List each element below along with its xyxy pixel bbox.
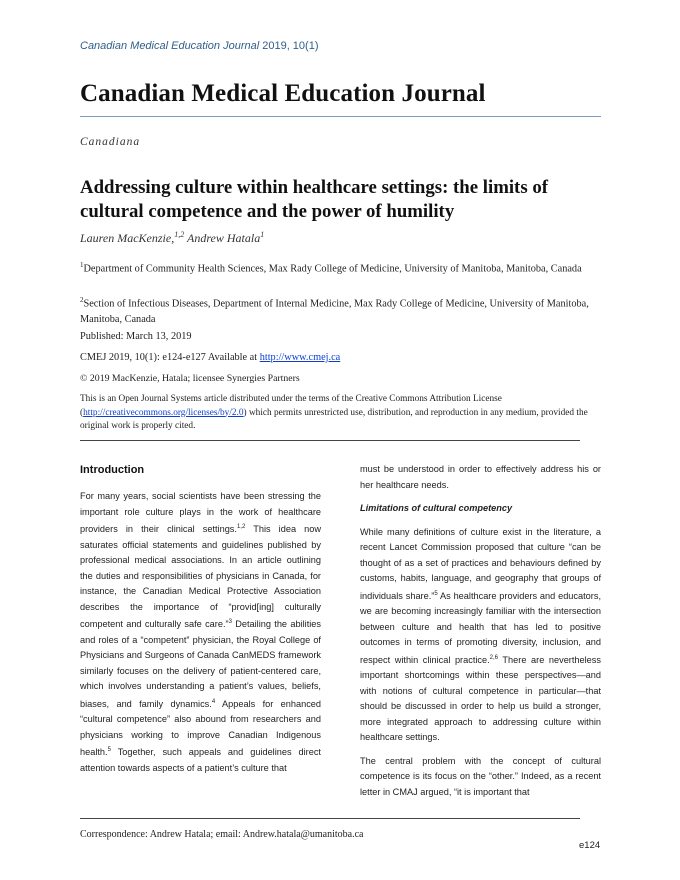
correspondence: Correspondence: Andrew Hatala; email: Andrew.hatala@umanitoba.ca: [80, 829, 364, 840]
citation-line: CMEJ 2019, 10(1): e124-e127 Available at http://www.cmej.ca: [80, 352, 341, 363]
title-divider: [80, 116, 601, 117]
author-affiliation-sup: 1,2: [174, 230, 185, 239]
introduction-heading: Introduction: [80, 464, 145, 476]
continued-paragraph: must be understood in order to effectively address his or her healthcare needs.: [360, 464, 601, 490]
affiliation-2: $^2$Section of Infectious Diseases, Department of Internal Medicine, Max Rady College of Medicine, University of Manitoba, Manitoba, Canada: [80, 296, 589, 326]
journal-title: Canadian Medical Education Journal: [80, 80, 486, 107]
citation-sup: 4: [211, 698, 216, 705]
page-number: e124: [579, 840, 601, 851]
journal-link[interactable]: http://www.cmej.ca: [259, 352, 341, 363]
running-header: [80, 40, 319, 52]
running-header-issue: 2019, 10(1): [259, 40, 319, 52]
footer-divider: [80, 818, 580, 819]
article-title: Addressing culture within healthcare settings: the limits of cultural competence and the power of humility: [80, 177, 548, 222]
header-divider: [80, 440, 580, 441]
published-date: Published: March 13, 2019: [80, 331, 192, 342]
limitations-paragraph-2: The central problem with the concept of cultural competence is its focus on the “other.” Indeed, as a recent letter in CMAJ argued, “it is important that: [360, 755, 601, 797]
affiliation-1: $^1$Department of Community Health Sciences, Max Rady College of Medicine, University of Manitoba, Manitoba, Canada: [80, 261, 582, 275]
limitations-paragraph-1: While many definitions of culture exist in the literature, a recent Lancet Commission proposed that culture “can be thought of as a set of practices and behaviours defined by customs, habits, language, and geography that groups of individuals share.”$^5$ As healthcare providers and educators, we are becoming increasingly familiar with the intersection between culture and health that has led to positive outcomes in terms of promoting diversity, inclusion, and respect within clinical practice.$^{2,6}$ There are nevertheless important shortcomings within these perspectives—and with notions of cultural competence in particular—that should be discussed in order to help us build a stronger, more integrated approach to addressing culture within healthcare settings.: [360, 526, 601, 743]
citation-sup: 5: [434, 590, 438, 597]
author-name: Andrew Hatala: [184, 231, 261, 245]
introduction-paragraph: For many years, social scientists have been stressing the important role culture plays in the work of healthcare providers in their clinical settings.$^{1,2}$ This idea now saturates official statements and guidelines published by professional medical associations. In an article outlining the duties and responsibilities of physicians in Canada, for instance, the Canadian Medical Protective Association describes the importance of “provid[ing] culturally competent and culturally safe care.”$^3$ Detailing the abilities and roles of a “competent” physician, the Royal College of Physicians and Surgeons of Canada CanMEDS framework similarly focuses on the delivery of patient-centered care, which involves understanding a patient’s values, beliefs, biases, and family dynamics.$^4$ Appeals for enhanced “cultural competence” also abound from researchers and physicians working to improve Canadian Indigenous health.$^5$ Together, such appeals and guidelines direct attention towards aspects of a patient’s culture that: [80, 491, 322, 773]
author-affiliation-sup: 1: [260, 230, 265, 239]
limitations-heading: Limitations of cultural competency: [360, 503, 513, 513]
license-link[interactable]: http://creativecommons.org/licenses/by/2.0: [83, 407, 244, 418]
citation-sup: 5: [107, 747, 111, 754]
citation-sup: 3: [228, 619, 232, 626]
author-name: Lauren MacKenzie,: [80, 231, 175, 245]
license-statement: This is an Open Journal Systems article distributed under the terms of the Creative Commons Attribution License (http://creativecommons.org/licenses/by/2.0) which permits unrestricted use, distribution, and reproduction in any medium, provided the original work is properly cited.: [80, 394, 588, 431]
section-label: Canadiana: [80, 136, 141, 148]
copyright-line: © 2019 MacKenzie, Hatala; licensee Synergies Partners: [80, 373, 300, 384]
citation-sup: 2,6: [489, 654, 499, 661]
right-column: [360, 462, 601, 800]
left-column: [80, 489, 321, 776]
citation-sup: 1,2: [236, 524, 246, 530]
running-header-journal: Canadian Medical Education Journal: [80, 40, 260, 52]
author-list: [80, 230, 264, 246]
